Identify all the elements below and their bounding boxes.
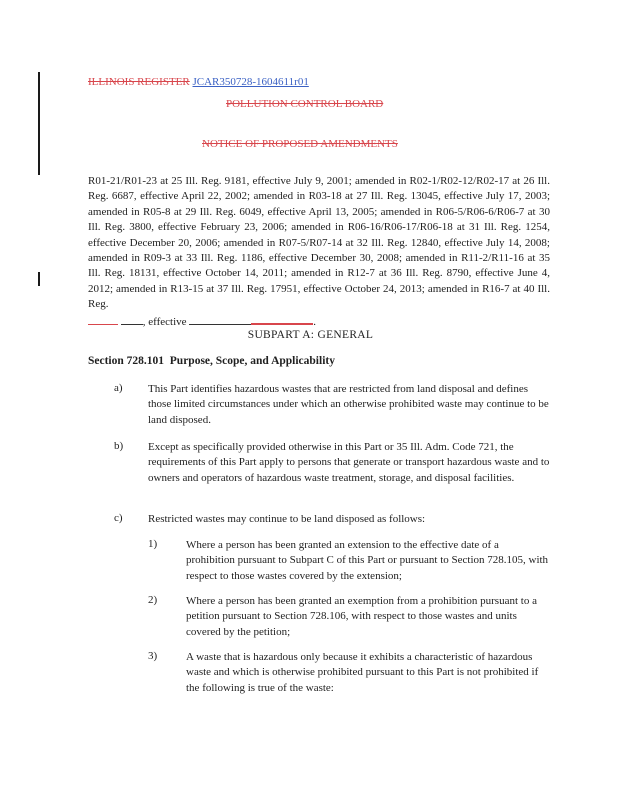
- source-history: R01-21/R01-23 at 25 Ill. Reg. 9181, effective July 9, 2001; amended in R02-1/R02-12/R02-17 at 26 Ill. Reg. 6687, effective April 22, 2002; amended in R03-18 at 27 Ill. Reg. 13045, effective July 17, 2003; amended in R05-8 at 29 Ill. Reg. 6049, effective April 13, 2005; amended in R06-5/R06-6/R06-7 at 30 Ill. Reg. 3800, effective February 23, 2006; amended in R06-16/R06-17/R06-18 at 31 Ill. Reg. 1254, effective December 20, 2006; amended in R07-5/R07-14 at 32 Ill. Reg. 12840, effective July 14, 2008; amended in R09-3 at 33 Ill. Reg. 1186, effective December 30, 2008; amended in R11-2/R11-16 at 35 Ill. Reg. 18131, effective October 14, 2011; amended in R12-7 at 36 Ill. Reg. 8790, effective June 4, 2012; amended in R13-15 at 37 Ill. Reg. 17951, effective October 24, 2013; amended in R16-7 at 40 Ill. Reg. , effective .: [88, 175, 550, 328]
- item-c3-text: A waste that is hazardous only because it exhibits a characteristic of hazardous waste and which is otherwise prohibited pursuant to this Part is not prohibited if the following is true of the waste:: [186, 651, 539, 694]
- deleted-blank: [88, 315, 118, 325]
- item-c2-text: Where a person has been granted an exemption from a prohibition pursuant to a petition pursuant to Section 728.106, with respect to those wastes and units covered by the petition;: [186, 595, 537, 638]
- effective-label: , effective: [142, 315, 187, 328]
- inserted-blank: [251, 313, 313, 325]
- register-title: ILLINOIS REGISTER: [88, 76, 190, 88]
- item-c-label: c): [114, 512, 123, 524]
- change-bar-top: [38, 72, 40, 175]
- change-bar-bottom: [38, 272, 40, 286]
- item-c2-label: 2): [148, 594, 158, 606]
- section-title: Purpose, Scope, and Applicability: [169, 355, 335, 367]
- item-c-text: Restricted wastes may continue to be land disposed as follows:: [148, 513, 426, 525]
- section-heading: [88, 355, 335, 367]
- history-text: R01-21/R01-23 at 25 Ill. Reg. 9181, effective July 9, 2001; amended in R02-1/R02-12/R02-17 at 26 Ill. Reg. 6687, effective April 22, 2002; amended in R03-18 at 27 Ill. Reg. 13045, effective July 17, 2003; amended in R05-8 at 29 Ill. Reg. 6049, effective April 13, 2005; amended in R06-5/R06-6/R06-7 at 30 Ill. Reg. 3800, effective February 23, 2006; amended in R06-16/R06-17/R06-18 at 31 Ill. Reg. 1254, effective December 20, 2006; amended in R07-5/R07-14 at 32 Ill. Reg. 12840, effective July 14, 2008; amended in R09-3 at 33 Ill. Reg. 1186, effective December 30, 2008; amended in R11-2/R11-16 at 35 Ill. Reg. 18131, effective October 14, 2011; amended in R12-7 at 36 Ill. Reg. 8790, effective June 4, 2012; amended in R13-15 at 37 Ill. Reg. 17951, effective October 24, 2013; amended in R16-7 at 40 Ill. Reg.: [88, 175, 550, 311]
- blank-field: [121, 314, 143, 325]
- item-c1-text: Where a person has been granted an extension to the effective date of a prohibition pursuant to Subpart C of this Part or pursuant to Section 728.105, with respect to those wastes covered by the extension;: [186, 539, 549, 582]
- item-c3-label: 3): [148, 650, 158, 662]
- item-c1-label: 1): [148, 538, 158, 550]
- document-id: JCAR350728-1604611r01: [192, 76, 309, 88]
- blank-field: [189, 314, 251, 325]
- notice-header: NOTICE OF PROPOSED AMENDMENTS: [202, 138, 398, 150]
- register-header: [88, 76, 309, 88]
- item-a-text: This Part identifies hazardous wastes that are restricted from land disposal and defines those limited circumstances under which an otherwise prohibited waste may continue to be land disposed.: [148, 383, 549, 426]
- item-b-text: Except as specifically provided otherwise in this Part or 35 Ill. Adm. Code 721, the requirements of this Part apply to persons that generate or transport hazardous waste and to owners and operators of hazardous waste treatment, storage, and disposal facilities.: [148, 441, 550, 484]
- item-b-label: b): [114, 440, 124, 452]
- subpart-heading: SUBPART A: GENERAL: [247, 329, 374, 341]
- section-number: Section 728.101: [88, 355, 165, 367]
- item-a-label: a): [114, 382, 123, 394]
- board-header: POLLUTION CONTROL BOARD: [226, 98, 384, 110]
